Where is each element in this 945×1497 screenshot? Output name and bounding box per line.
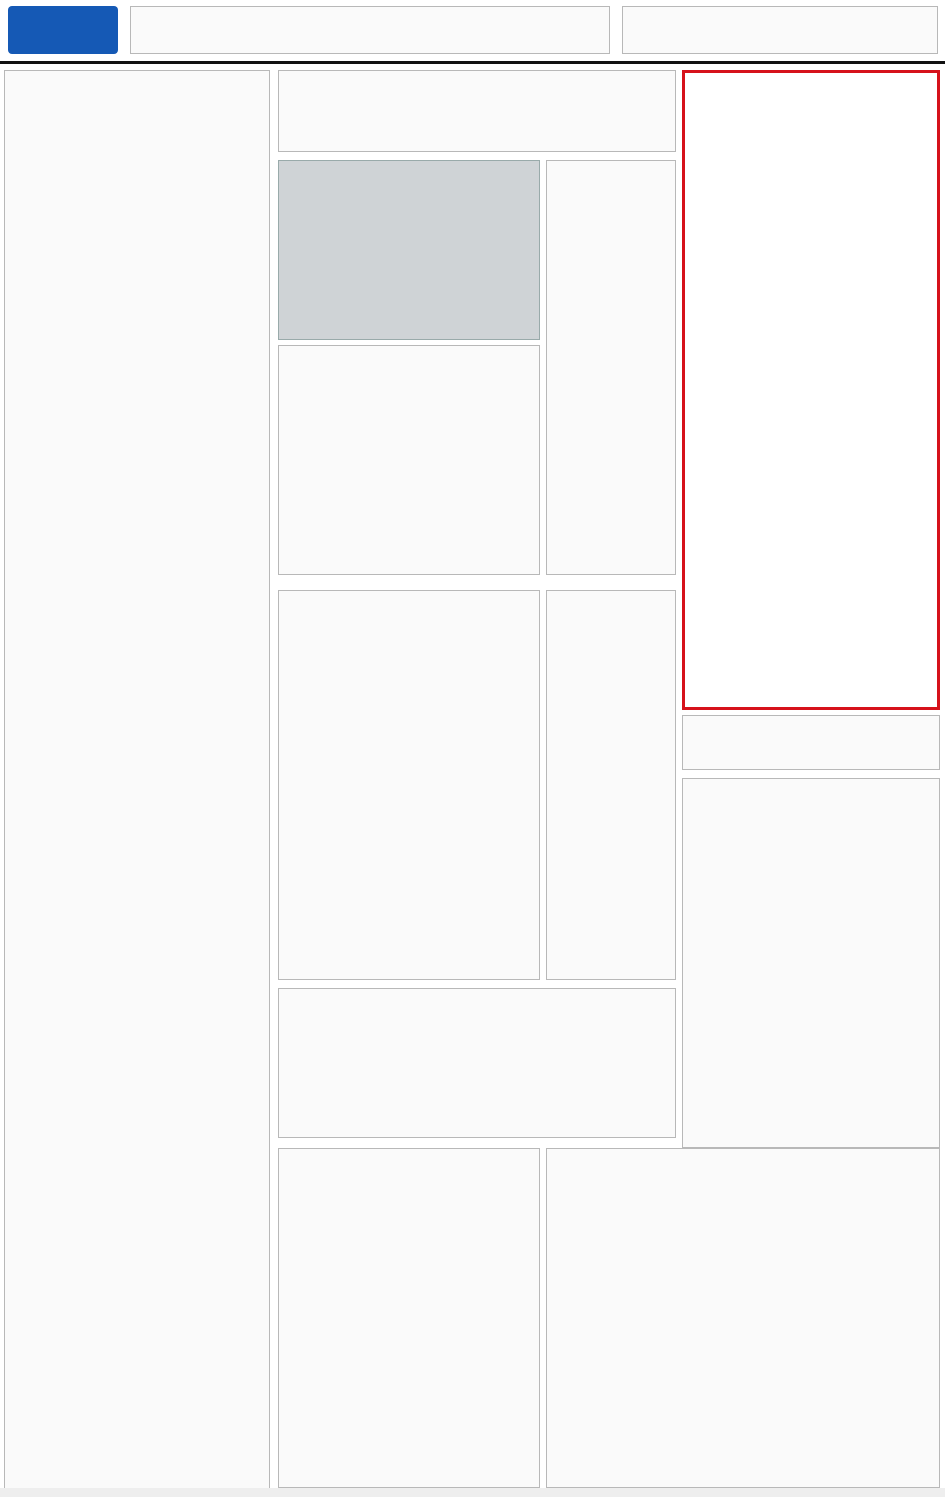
lead-headline <box>278 70 676 152</box>
transformer-story <box>278 1148 540 1488</box>
masthead-logo <box>8 6 118 54</box>
fire-drill-story <box>682 778 940 1148</box>
lead-body <box>278 345 540 575</box>
labourer-story <box>278 988 676 1138</box>
photo-notice <box>682 715 940 770</box>
side-story <box>546 160 676 575</box>
lead-photo <box>278 160 540 340</box>
masthead-notice <box>130 6 610 54</box>
left-column <box>4 70 270 1490</box>
footer-bar <box>0 1488 945 1497</box>
millet-story <box>278 590 540 980</box>
edition-banner <box>622 6 938 54</box>
e-file-story <box>546 1148 940 1488</box>
theft-story <box>546 590 676 980</box>
selfie-ad <box>682 70 940 710</box>
